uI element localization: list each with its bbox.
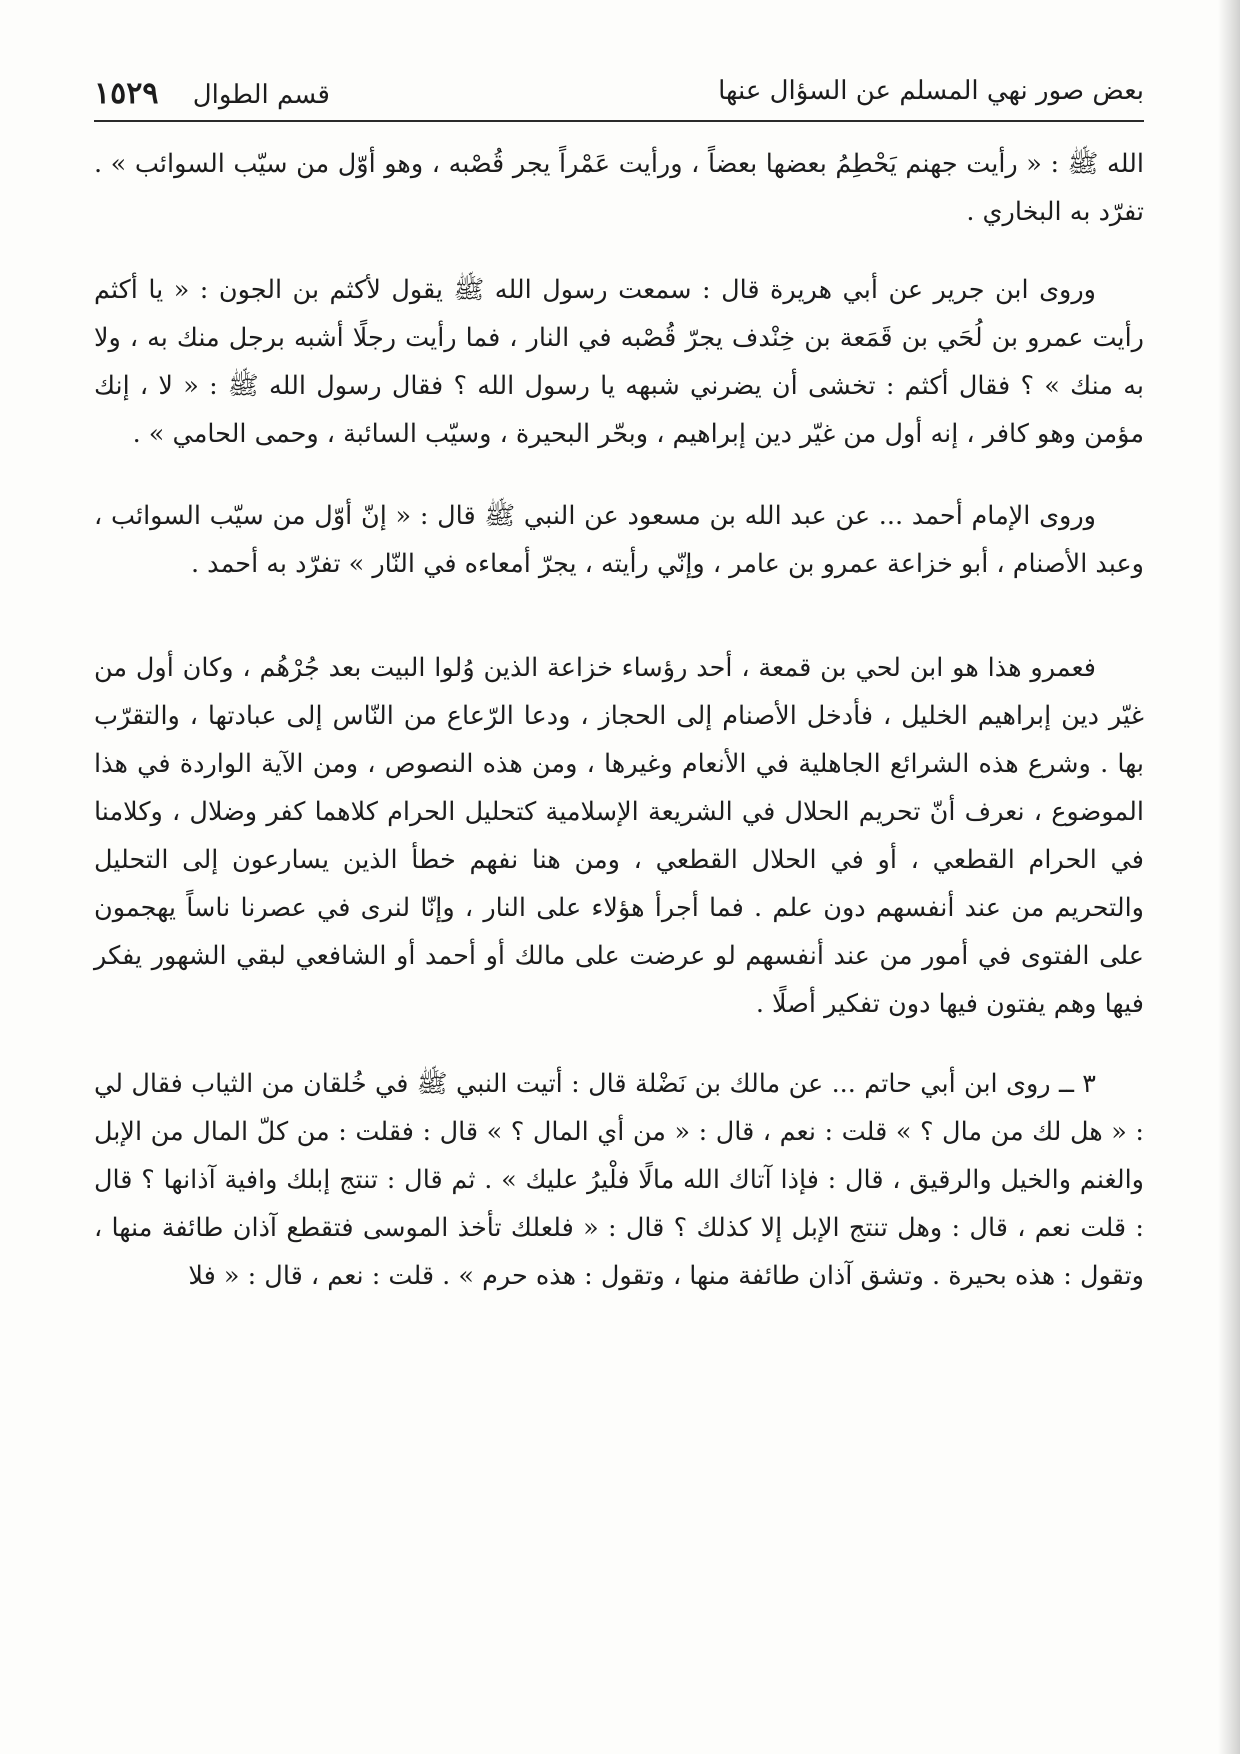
header-section-and-number [94, 76, 330, 111]
header-divider [94, 120, 1144, 122]
page-edge-shadow [1218, 0, 1240, 1754]
section-name: قسم الطوال [192, 80, 330, 110]
paragraph-ibn-abi-hatim: ٣ ــ روى ابن أبي حاتم ... عن مالك بن نَضْلة قال : أتيت النبي ﷺ في خُلقان من الثياب فقال لي : « هل لك من مال ؟ » قلت : نعم ، قال : « من أي المال ؟ » قال : فقلت : من كلّ المال من الإبل والغنم والخيل والرقيق ، قال : فإذا آتاك الله مالًا فلْيرُ عليك » . ثم قال : تنتج إبلك وافية آذانها ؟ قال : قلت نعم ، قال : وهل تنتج الإبل إلا كذلك ؟ قال : « فلعلك تأخذ الموسى فتقطع آذان طائفة منها ، وتقول : هذه بحيرة . وتشق آذان طائفة منها ، وتقول : هذه حرم » . قلت : نعم ، قال : « فلا [94, 1069, 1144, 1291]
page-header [94, 70, 1144, 114]
paragraph-ibn-jarir: وروى ابن جرير عن أبي هريرة قال : سمعت رسول الله ﷺ يقول لأكثم بن الجون : « يا أكثم رأيت عمرو بن لُحَي بن قَمَعة بن خِنْدف يجرّ قُصْبه في النار ، فما رأيت رجلًا أشبه برجل منك به ، ولا به منك » ؟ فقال أكثم : تخشى أن يضرني شبهه يا رسول الله ؟ فقال رسول الله ﷺ : « لا ، إنك مؤمن وهو كافر ، إنه أول من غيّر دين إبراهيم ، وبحّر البحيرة ، وسيّب السائبة ، وحمى الحامي » . [94, 275, 1144, 449]
paragraph-imam-ahmad: وروى الإمام أحمد ... عن عبد الله بن مسعود عن النبي ﷺ قال : « إنّ أوّل من سيّب السوائب ، وعبد الأصنام ، أبو خزاعة عمرو بن عامر ، وإنّي رأيته ، يجرّ أمعاءه في النّار » تفرّد به أحمد . [94, 501, 1144, 579]
page-body [94, 140, 1144, 1300]
running-title: بعض صور نهي المسلم عن السؤال عنها [718, 76, 1144, 106]
paragraph-hadith-bukhari: الله ﷺ : « رأيت جهنم يَحْطِمُ بعضها بعضاً ، ورأيت عَمْراً يجر قُصْبه ، وهو أوّل من سيّب السوائب » . تفرّد به البخاري . [94, 149, 1144, 227]
page-number: ١٥٢٩ [94, 76, 159, 111]
paragraph-commentary: فعمرو هذا هو ابن لحي بن قمعة ، أحد رؤساء خزاعة الذين وُلوا البيت بعد جُرْهُم ، وكان أول من غيّر دين إبراهيم الخليل ، فأدخل الأصنام إلى الحجاز ، ودعا الرّعاع من النّاس إلى عبادتها ، والتقرّب بها . وشرع هذه الشرائع الجاهلية في الأنعام وغيرها ، ومن هذه النصوص ، ومن الآية الواردة في هذا الموضوع ، نعرف أنّ تحريم الحلال في الشريعة الإسلامية كتحليل الحرام كلاهما كفر وضلال ، وكلامنا في الحرام القطعي ، أو في الحلال القطعي ، ومن هنا نفهم خطأ الذين يسارعون إلى التحليل والتحريم من عند أنفسهم دون علم . فما أجرأ هؤلاء على النار ، وإنّا لنرى في عصرنا ناساً يهجمون على الفتوى في أمور من عند أنفسهم لو عرضت على مالك أو أحمد أو الشافعي لبقي الشهور يفكر فيها وهم يفتون فيها دون تفكير أصلًا . [94, 653, 1144, 1019]
